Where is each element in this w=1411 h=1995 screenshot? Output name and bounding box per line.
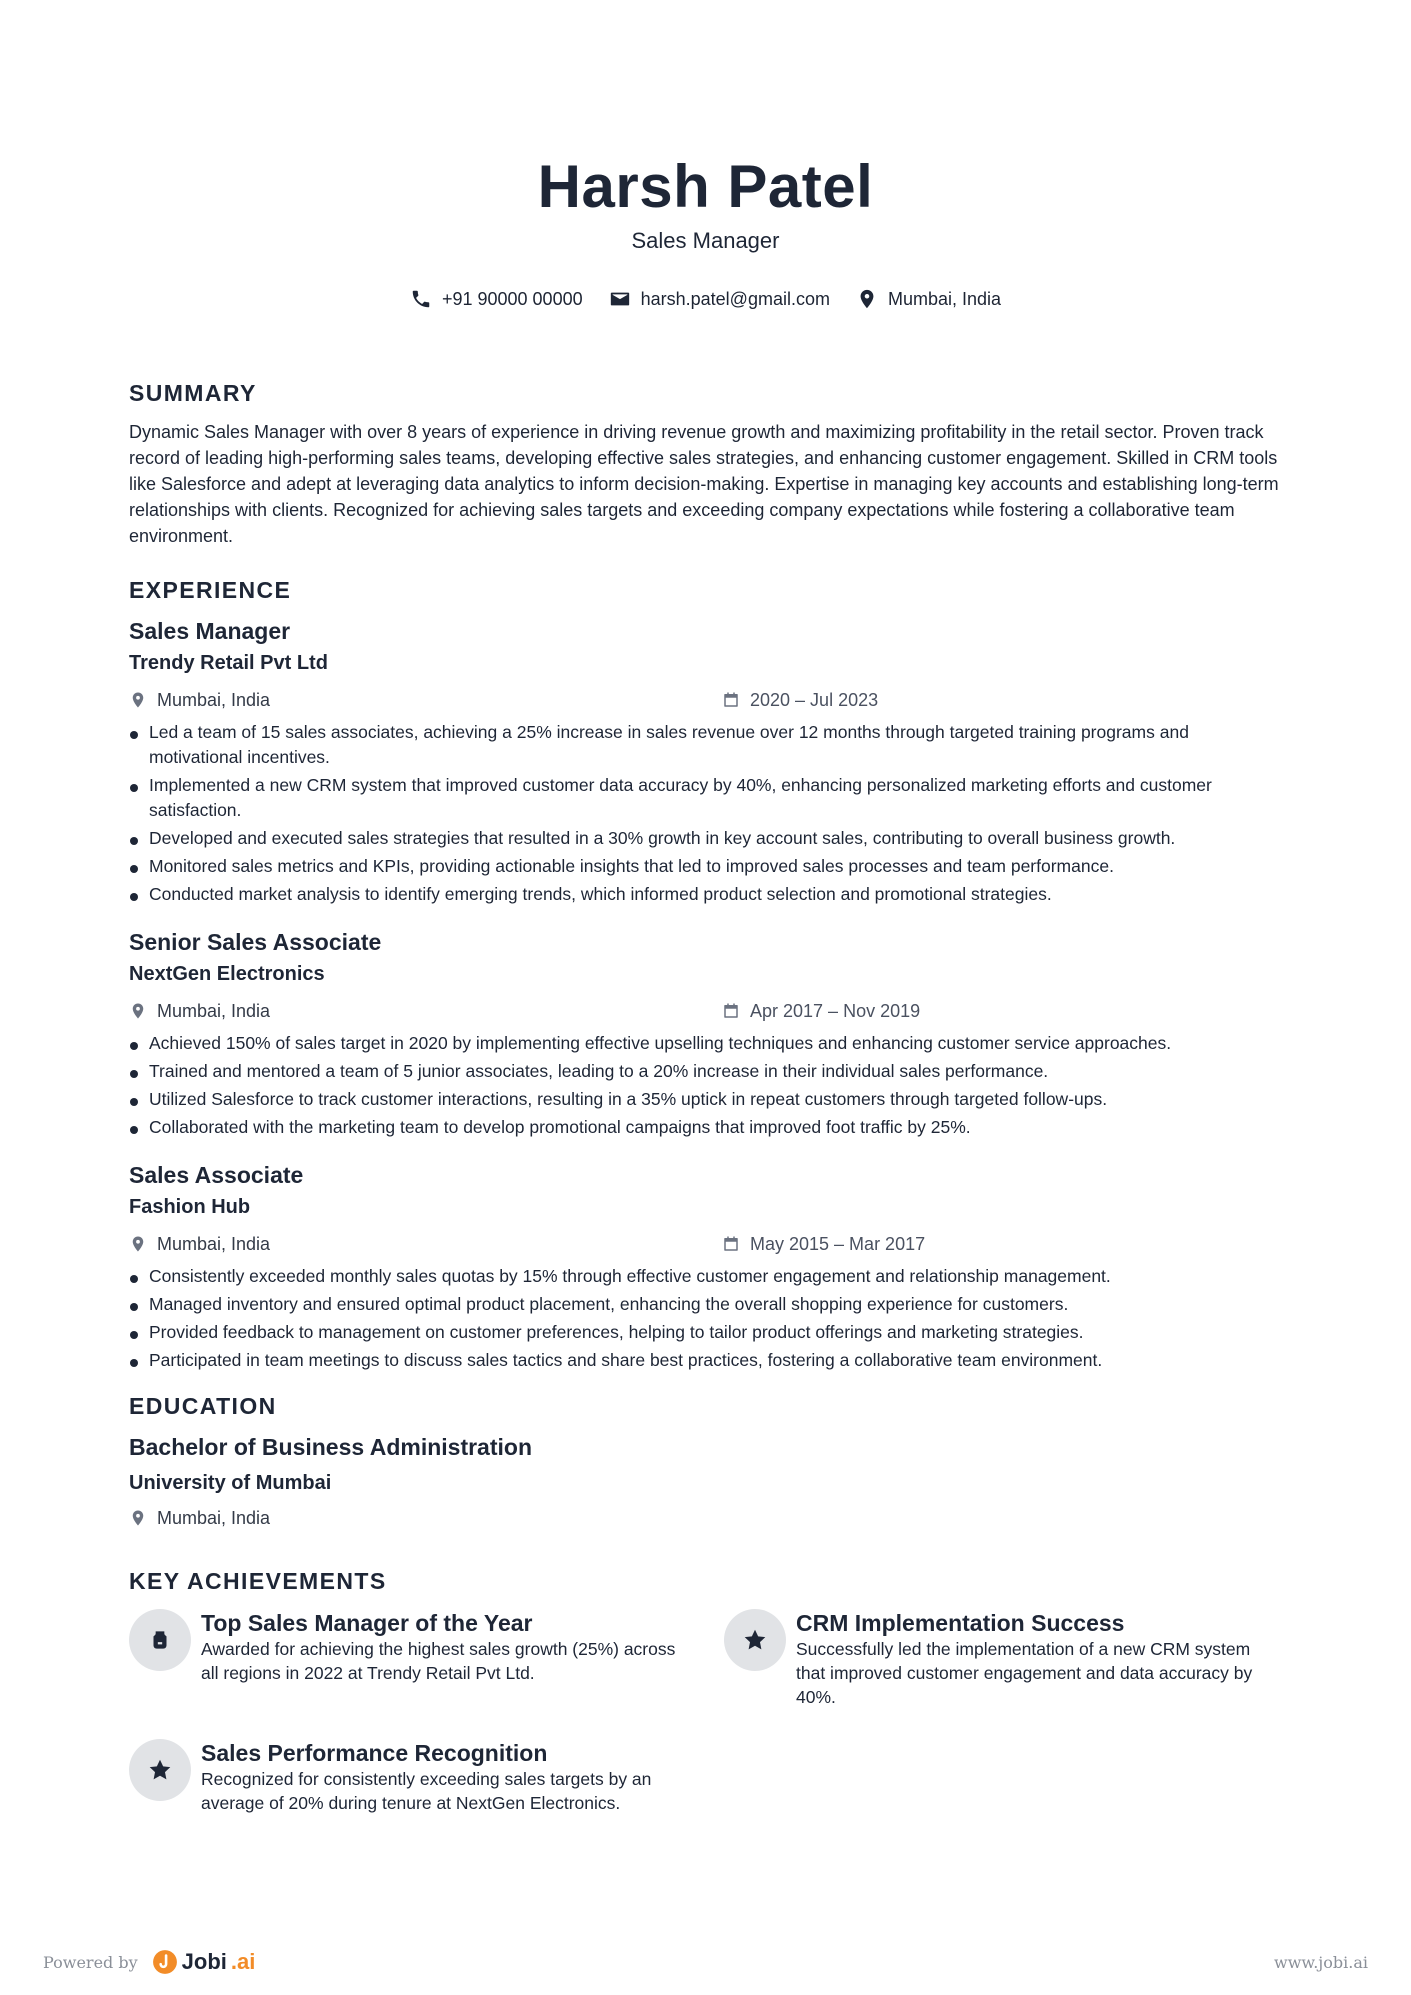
contact-email — [609, 288, 830, 310]
education-school: University of Mumbai — [129, 1472, 332, 1494]
location-text: Mumbai, India — [887, 288, 1002, 309]
job-bullets — [129, 720, 1279, 907]
bullet-item: Collaborated with the marketing team to develop promotional campaigns that improved foot traffic by 25%. — [129, 1115, 1279, 1140]
job-location-text: Mumbai, India — [157, 1233, 271, 1254]
bullet-item: Managed inventory and ensured optimal product placement, enhancing the overall shopping experience for customers. — [129, 1292, 1279, 1317]
job-dates-text: Apr 2017 – Nov 2019 — [750, 1000, 921, 1021]
award-icon — [129, 1609, 191, 1671]
resume-content — [129, 380, 1279, 1815]
bullet-item: Provided feedback to management on customer preferences, helping to tailor product offerings and marketing strategies. — [129, 1320, 1279, 1345]
achievements-grid — [129, 1609, 1279, 1815]
achievement-title: Top Sales Manager of the Year — [201, 1610, 533, 1636]
bullet-item: Led a team of 15 sales associates, achieving a 25% increase in sales revenue over 12 months through targeted training programs and motivational incentives. — [129, 720, 1279, 770]
education-location — [129, 1508, 722, 1529]
job-dates-text: May 2015 – Mar 2017 — [750, 1233, 926, 1254]
bullet-item: Conducted market analysis to identify emerging trends, which informed product selection and promotional strategies. — [129, 882, 1279, 907]
achievement-item — [129, 1739, 724, 1815]
contact-phone — [410, 288, 583, 310]
summary-heading: SUMMARY — [129, 380, 257, 406]
job-dates — [722, 690, 878, 711]
location-pin-icon — [129, 1235, 147, 1253]
job-title: Senior Sales Associate — [129, 929, 382, 955]
bullet-item: Achieved 150% of sales target in 2020 by implementing effective upselling techniques and enhancing customer service approaches. — [129, 1031, 1279, 1056]
candidate-role: Sales Manager — [631, 228, 780, 253]
job-location — [129, 690, 722, 711]
phone-icon — [410, 288, 432, 310]
bullet-item: Participated in team meetings to discuss sales tactics and share best practices, fostering a collaborative team environment. — [129, 1348, 1279, 1373]
mail-icon — [609, 288, 631, 310]
job-location-text: Mumbai, India — [157, 689, 271, 710]
bullet-item: Monitored sales metrics and KPIs, providing actionable insights that led to improved sales processes and team performance. — [129, 854, 1279, 879]
star-icon — [129, 1739, 191, 1801]
bullet-item: Implemented a new CRM system that improved customer data accuracy by 40%, enhancing personalized marketing efforts and customer satisfaction. — [129, 773, 1279, 823]
education-heading: EDUCATION — [129, 1393, 277, 1419]
resume-header — [0, 150, 1411, 254]
job-company: Fashion Hub — [129, 1196, 251, 1218]
bullet-item: Utilized Salesforce to track customer interactions, resulting in a 35% uptick in repeat customers through targeted follow-ups. — [129, 1087, 1279, 1112]
calendar-icon — [722, 1002, 740, 1020]
email-text: harsh.patel@gmail.com — [640, 288, 830, 309]
achievement-desc: Recognized for consistently exceeding sales targets by an average of 20% during tenure at NextGen Electronics. — [201, 1769, 652, 1813]
education-meta — [129, 1506, 1279, 1530]
bullet-item: Consistently exceeded monthly sales quotas by 15% through effective customer engagement and relationship management. — [129, 1264, 1279, 1289]
phone-text: +91 90000 00000 — [441, 288, 583, 309]
education-location-text: Mumbai, India — [157, 1507, 271, 1528]
job-meta — [129, 999, 1279, 1023]
job-location — [129, 1001, 722, 1022]
location-pin-icon — [129, 1509, 147, 1527]
job-bullets — [129, 1264, 1279, 1373]
job-entry — [129, 1160, 1279, 1373]
job-meta — [129, 1232, 1279, 1256]
location-pin-icon — [129, 1002, 147, 1020]
brand-suffix: .ai — [230, 1949, 256, 1974]
candidate-name: Harsh Patel — [537, 153, 874, 220]
star-icon — [724, 1609, 786, 1671]
job-title: Sales Associate — [129, 1162, 304, 1188]
page-footer — [43, 1949, 1368, 1975]
calendar-icon — [722, 1235, 740, 1253]
job-meta — [129, 688, 1279, 712]
job-bullets — [129, 1031, 1279, 1140]
job-entry — [129, 927, 1279, 1140]
job-location-text: Mumbai, India — [157, 1000, 271, 1021]
location-pin-icon — [129, 691, 147, 709]
achievement-title: CRM Implementation Success — [796, 1610, 1125, 1636]
job-company: NextGen Electronics — [129, 963, 325, 985]
bullet-item: Developed and executed sales strategies that resulted in a 30% growth in key account sales, contributing to overall business growth. — [129, 826, 1279, 851]
powered-by — [43, 1949, 255, 1975]
experience-heading: EXPERIENCE — [129, 577, 292, 603]
contact-location — [856, 288, 1001, 310]
job-title: Sales Manager — [129, 618, 291, 644]
achievement-desc: Successfully led the implementation of a new CRM system that improved customer engagement and data accuracy by 40%. — [796, 1639, 1253, 1707]
brand-logo[interactable] — [152, 1949, 256, 1975]
contact-bar — [0, 288, 1411, 310]
site-link[interactable]: www.jobi.ai — [1274, 1952, 1368, 1972]
bullet-item: Trained and mentored a team of 5 junior associates, leading to a 20% increase in their individual sales performance. — [129, 1059, 1279, 1084]
achievements-heading: KEY ACHIEVEMENTS — [129, 1568, 387, 1594]
job-dates — [722, 1001, 920, 1022]
achievement-item — [724, 1609, 1279, 1709]
education-degree: Bachelor of Business Administration — [129, 1434, 532, 1460]
location-pin-icon — [856, 288, 878, 310]
calendar-icon — [722, 691, 740, 709]
summary-text: Dynamic Sales Manager with over 8 years of experience in driving revenue growth and maximizing profitability in the retail sector. Proven track record of leading high-performing sales teams, developing effective sales strategies, and enhancing customer engagement. Skilled in CRM tools like Salesforce and adept at leveraging data analytics to inform decision-making. Expertise in managing key accounts and establishing long-term relationships with clients. Recognized for achieving sales targets and exceeding company expectations while fostering a collaborative team environment. — [129, 422, 1279, 546]
job-dates-text: 2020 – Jul 2023 — [750, 689, 879, 710]
powered-by-text: Powered by — [43, 1952, 138, 1972]
achievement-item — [129, 1609, 724, 1709]
job-company: Trendy Retail Pvt Ltd — [129, 652, 328, 674]
education-entry — [129, 1432, 1279, 1530]
brand-name: Jobi — [181, 1949, 227, 1974]
job-entry — [129, 616, 1279, 907]
job-location — [129, 1234, 722, 1255]
achievement-title: Sales Performance Recognition — [201, 1740, 548, 1766]
achievement-desc: Awarded for achieving the highest sales growth (25%) across all regions in 2022 at Trendy Retail Pvt Ltd. — [201, 1639, 676, 1683]
job-dates — [722, 1234, 925, 1255]
jobi-logo-icon — [152, 1949, 178, 1975]
